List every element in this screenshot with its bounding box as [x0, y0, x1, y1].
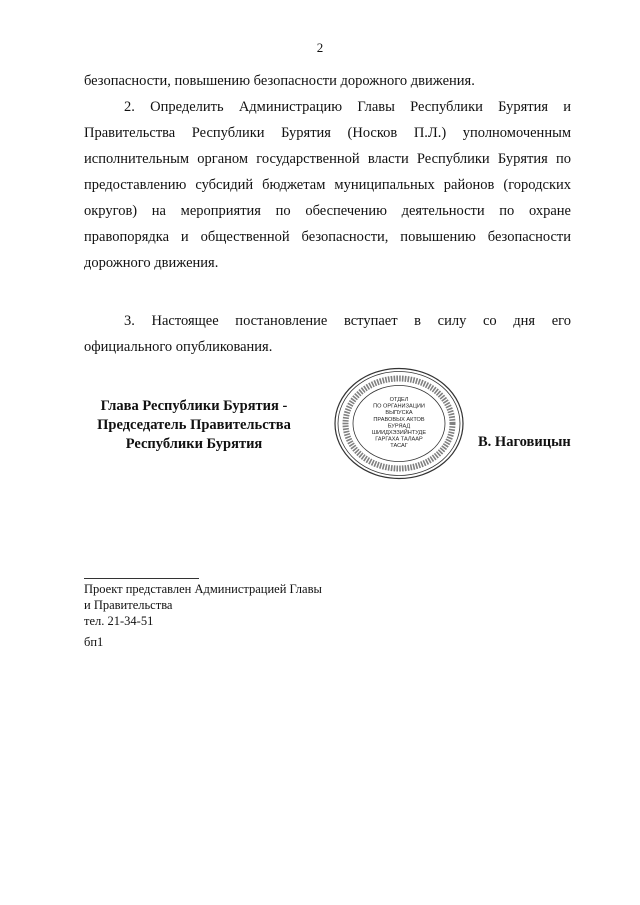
text-line: 3. Настоящее постановление вступает в силу со дня его	[124, 313, 571, 329]
seal-text-line: ТАСАГ	[390, 443, 408, 450]
seal-text-line: ПО ОРГАНИЗАЦИИ	[373, 403, 425, 410]
seal-text-line: ОТДЕЛ	[389, 397, 409, 403]
signature-title-line: Глава Республики Бурятия -	[100, 398, 288, 414]
signature-title	[84, 397, 304, 454]
text-line: предоставлению субсидий бюджетам муниципальных районов (городских	[84, 177, 571, 193]
seal-text-line: БУРЯАД	[387, 423, 411, 430]
footnote	[84, 581, 322, 629]
footnote-line: Проект представлен Администрацией Главы	[84, 582, 322, 596]
official-seal-icon	[333, 367, 465, 480]
seal-text-line: ВЫПУСКА	[385, 410, 413, 417]
text-line: 2. Определить Администрацию Главы Республики Бурятия и	[124, 99, 571, 115]
footnote-line: и Правительства	[84, 598, 173, 612]
signatory-name: В. Наговицын	[478, 434, 571, 450]
document-code: бп1	[84, 635, 104, 649]
text-line: дорожного движения.	[84, 255, 219, 271]
seal-text-line: ШИИДХЭЗИЙНТУДЕ	[371, 430, 427, 436]
seal-text-line: ГАРГАХА ТАЛААР	[375, 436, 423, 443]
seal-text-line: ПРАВОВЫХ АКТОВ	[373, 416, 425, 423]
signature-title-line: Председатель Правительства	[97, 417, 291, 433]
page-number: 2	[316, 40, 324, 55]
text-line: официального опубликования.	[84, 339, 273, 355]
footnote-line: тел. 21-34-51	[84, 614, 154, 628]
text-line: правопорядка и общественной безопасности, повышению безопасности	[84, 229, 571, 245]
paragraph-continuation	[84, 68, 571, 94]
text-line: безопасности, повышению безопасности дорожного движения.	[84, 73, 475, 89]
text-line: Правительства Республики Бурятия (Носков П.Л.) уполномоченным	[84, 125, 571, 141]
footnote-divider	[84, 578, 199, 579]
signature-title-line: Республики Бурятия	[125, 436, 263, 452]
text-line: исполнительным органом государственной власти Республики Бурятия по	[84, 151, 571, 167]
paragraph-3	[84, 308, 571, 360]
text-line: округов) на мероприятия по обеспечению деятельности по охране	[84, 203, 571, 219]
paragraph-2	[84, 94, 571, 276]
